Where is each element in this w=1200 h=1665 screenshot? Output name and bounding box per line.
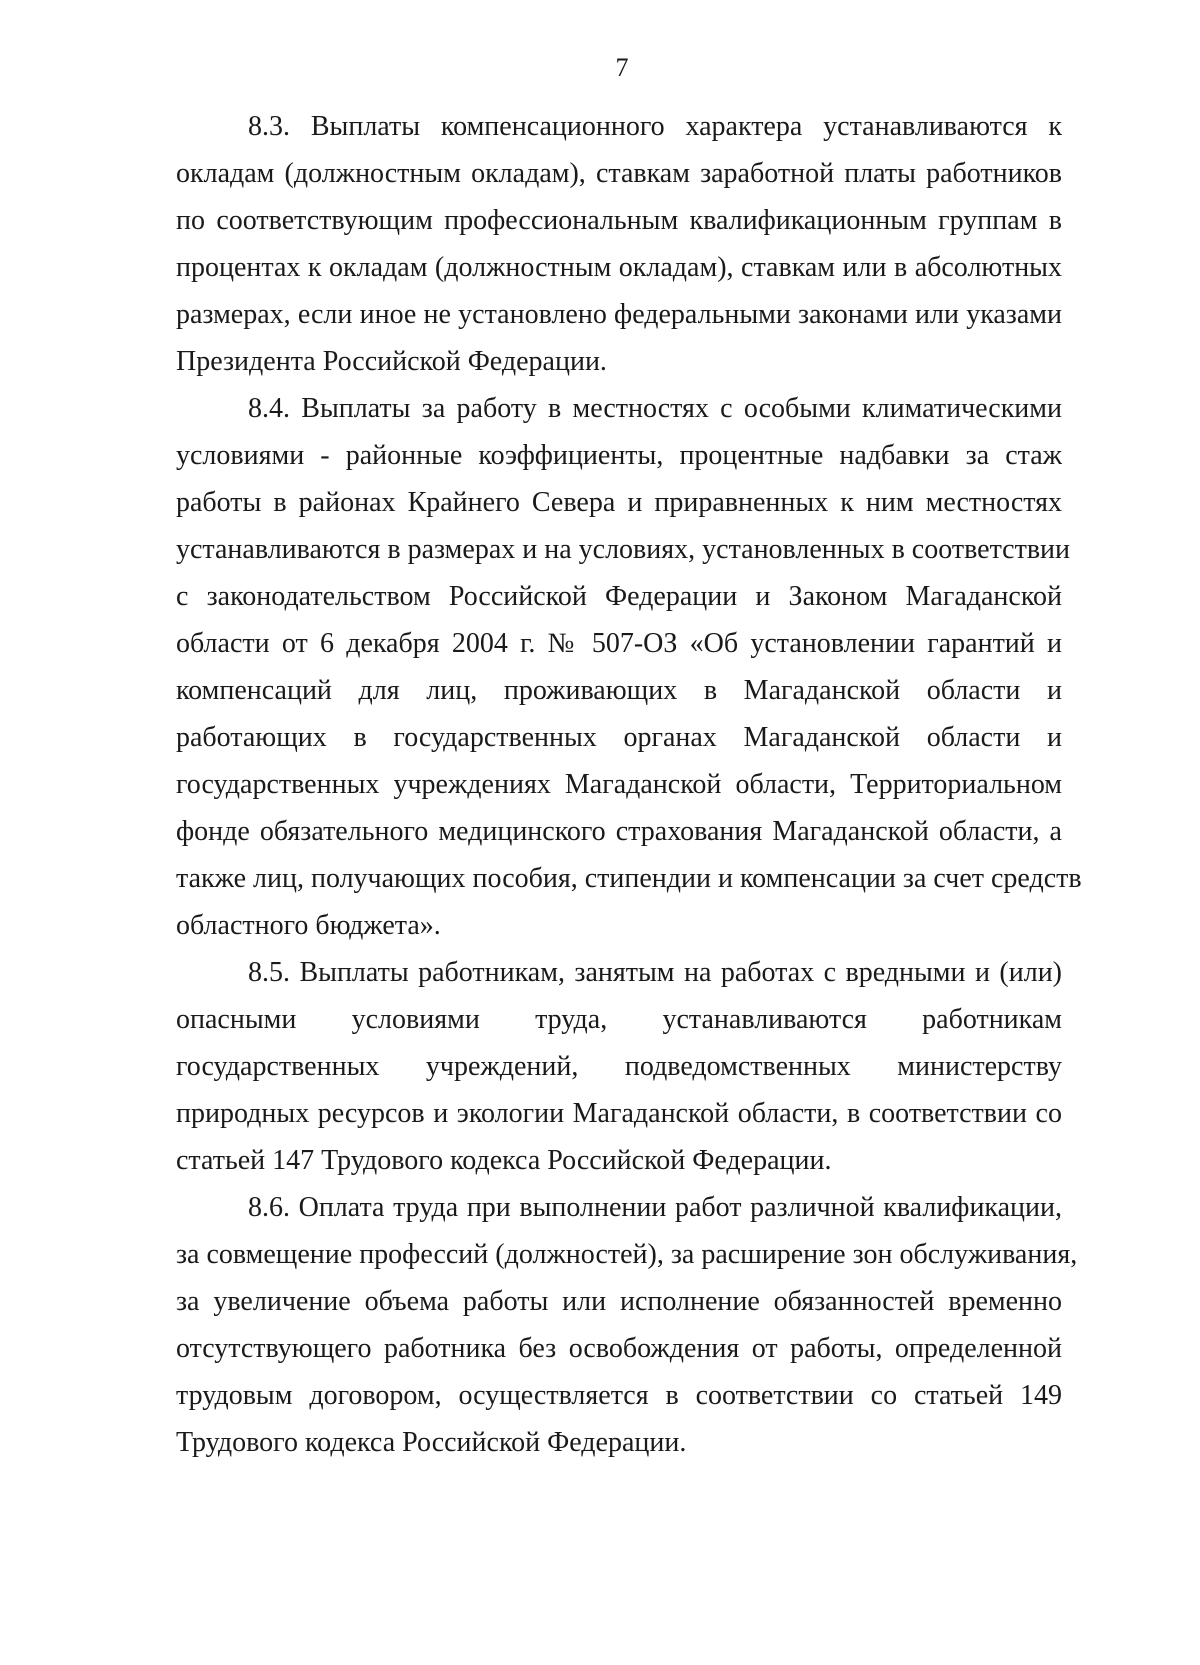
text-line: трудовым договором, осуществляется в соответствии со статьей 149 xyxy=(176,1380,1062,1411)
document-body xyxy=(176,103,1082,1466)
text-line: 8.5. Выплаты работникам, занятым на работах с вредными и (или) xyxy=(248,957,1062,988)
text-line: размерах, если иное не установлено федеральными законами или указами xyxy=(176,299,1062,330)
text-line: опасными условиями труда, устанавливаются работникам xyxy=(176,1004,1062,1035)
text-line: 8.6. Оплата труда при выполнении работ различной квалификации, xyxy=(248,1192,1062,1223)
text-line: за увеличение объема работы или исполнение обязанностей временно xyxy=(176,1286,1062,1317)
text-line: устанавливаются в размерах и на условиях, установленных в соответствии xyxy=(176,534,1071,565)
text-line: фонде обязательного медицинского страхования Магаданской области, а xyxy=(176,816,1062,847)
text-line: Президента Российской Федерации. xyxy=(176,346,607,377)
text-line: с законодательством Российской Федерации и Законом Магаданской xyxy=(176,581,1062,612)
paragraph-8-3 xyxy=(176,103,1062,385)
text-line: статьей 147 Трудового кодекса Российской Федерации. xyxy=(176,1145,832,1176)
text-line: областного бюджета». xyxy=(176,910,441,941)
paragraph-8-5 xyxy=(176,949,1062,1184)
text-line: 8.4. Выплаты за работу в местностях с особыми климатическими xyxy=(248,393,1062,424)
text-line: работающих в государственных органах Магаданской области и xyxy=(176,722,1062,753)
text-line: 8.3. Выплаты компенсационного характера устанавливаются к xyxy=(248,111,1062,142)
paragraph-8-4 xyxy=(176,385,1082,949)
text-line: отсутствующего работника без освобождения от работы, определенной xyxy=(176,1333,1062,1364)
text-line: работы в районах Крайнего Севера и приравненных к ним местностях xyxy=(176,487,1062,518)
text-line: природных ресурсов и экологии Магаданской области, в соответствии со xyxy=(176,1098,1062,1129)
text-line: области от 6 декабря 2004 г. № 507-ОЗ «Об установлении гарантий и xyxy=(176,628,1062,659)
text-line: компенсаций для лиц, проживающих в Магаданской области и xyxy=(176,675,1062,706)
paragraph-8-6 xyxy=(176,1184,1078,1466)
text-line: за совмещение профессий (должностей), за расширение зон обслуживания, xyxy=(176,1239,1078,1270)
text-line: государственных учреждений, подведомственных министерству xyxy=(176,1051,1062,1082)
text-line: государственных учреждениях Магаданской области, Территориальном xyxy=(176,769,1062,800)
text-line: Трудового кодекса Российской Федерации. xyxy=(176,1427,687,1458)
text-line: окладам (должностным окладам), ставкам заработной платы работников xyxy=(176,158,1062,189)
page-number: 7 xyxy=(615,53,629,82)
text-line: по соответствующим профессиональным квалификационным группам в xyxy=(176,205,1062,236)
text-line: процентах к окладам (должностным окладам), ставкам или в абсолютных xyxy=(176,252,1062,283)
text-line: также лиц, получающих пособия, стипендии и компенсации за счет средств xyxy=(176,863,1082,894)
text-line: условиями - районные коэффициенты, процентные надбавки за стаж xyxy=(176,440,1062,471)
